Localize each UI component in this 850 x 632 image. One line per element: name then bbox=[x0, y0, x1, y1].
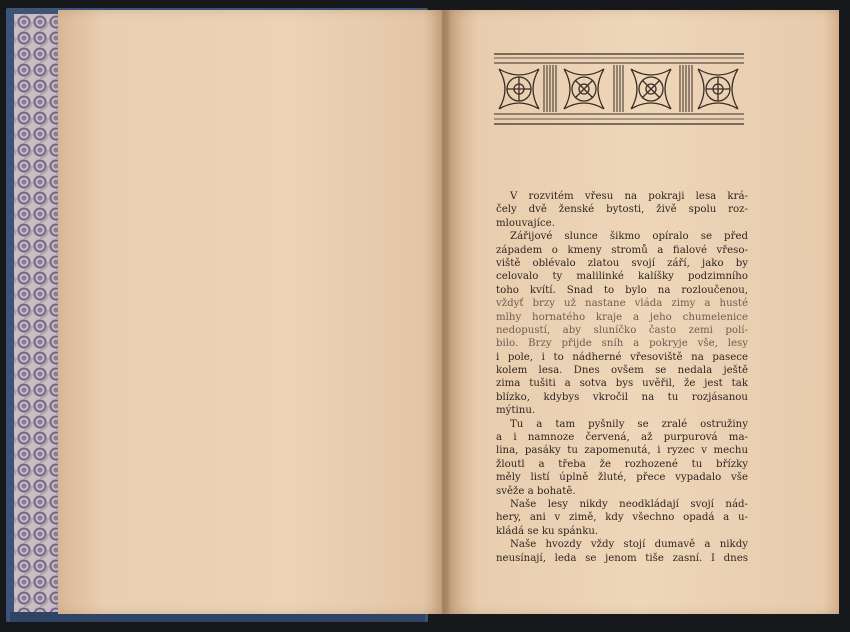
text-line: celovalo ty malilinké kalíšky podzimního bbox=[496, 271, 748, 283]
text-line: hery, ani v zimě, kdy všechno opadá a u- bbox=[496, 512, 748, 524]
text-line: svěže a bohatě. bbox=[496, 485, 576, 497]
marbled-spine bbox=[14, 14, 60, 614]
text-line: lina, pasáky tu zapomenutá, i ryzec v mechu bbox=[496, 445, 748, 457]
text-line: i pole, i to nádherné vřesoviště na pasece bbox=[496, 351, 748, 363]
text-line: toho kvítí. Snad to bylo na rozloučenou, bbox=[496, 284, 748, 296]
text-line: vždyť brzy už nastane vláda zimy a husté bbox=[496, 298, 748, 310]
text-line: blízko, kdybys vkročil na tu rozjásanou bbox=[496, 391, 748, 403]
text-line: kládá se ku spánku. bbox=[496, 525, 599, 537]
body-text bbox=[496, 190, 748, 565]
text-line: Zářijové slunce šikmo opíralo se před bbox=[510, 231, 748, 243]
text-line: mlouvajíce. bbox=[496, 217, 555, 229]
text-line: mýtinu. bbox=[496, 405, 536, 417]
text-line: nedopustí, aby sluníčko často zemi polí- bbox=[496, 324, 748, 336]
text-line: viště oblévalo zlatou svojí září, jako by bbox=[496, 257, 748, 269]
text-line: bilo. Brzy přijde sníh a pokryje vše, lesy bbox=[496, 338, 748, 350]
text-line: čely dvě ženské bytosti, živě spolu roz- bbox=[496, 204, 748, 216]
text-line: Tu a tam pyšnily se zralé ostružiny bbox=[510, 418, 748, 430]
left-page-blank bbox=[58, 10, 446, 614]
text-line: západem o kmeny stromů a fialové vřeso- bbox=[496, 244, 748, 256]
text-line: žloutl a třeba že rozhozené tu břízky bbox=[496, 458, 748, 470]
ornamental-header-band bbox=[494, 53, 744, 127]
book-gutter bbox=[442, 10, 450, 614]
text-line: V rozvitém vřesu na pokraji lesa krá- bbox=[510, 191, 748, 202]
text-line: Naše lesy nikdy neodkládají svojí nád- bbox=[510, 498, 748, 510]
text-line: neusínají, leda se jenom tiše zasní. I dnes bbox=[496, 552, 748, 564]
text-line: Naše hvozdy vždy stojí dumavě a nikdy bbox=[510, 539, 748, 551]
text-line: a i namnoze červená, až purpurová ma- bbox=[496, 432, 748, 444]
text-line: zima tušiti a sotva bys uvěřil, že jest tak bbox=[496, 378, 748, 390]
text-line: mlhy hornatého kraje a jeho chumelenice bbox=[496, 311, 748, 323]
text-line: měly listí úplně žluté, přece vypadalo vše bbox=[496, 472, 748, 484]
text-line: kolem lesa. Dnes ovšem se nedala ještě bbox=[496, 365, 748, 377]
